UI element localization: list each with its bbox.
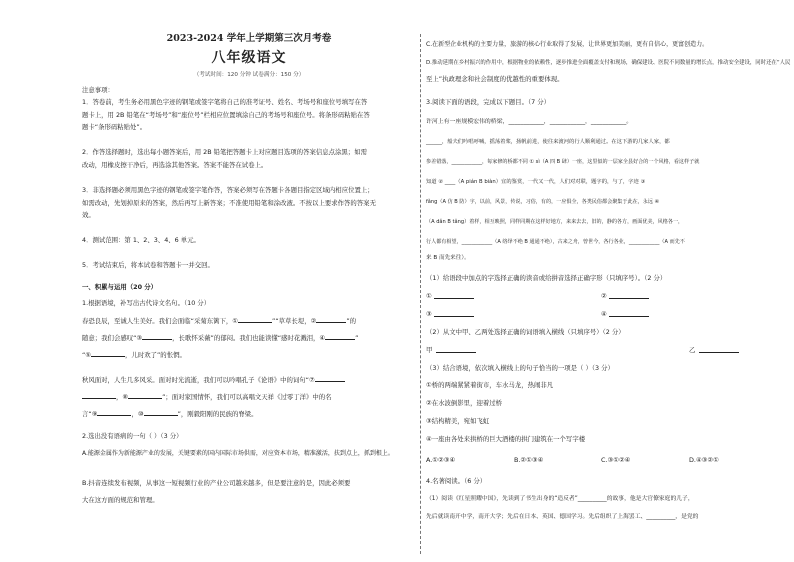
answer-blank[interactable] xyxy=(325,333,355,340)
notes-line: 效。 xyxy=(82,211,95,219)
sub-question: （3）结合语境，依次填入横线上的句子恰当的一项是（ ）（3 分） xyxy=(426,364,614,372)
q2-option: A.能源金属作为新能源产业的发展，关键要素的国内国际市场供需，对应资本市场，精准激活，扶到点上，抓到根上。 xyxy=(82,450,394,457)
answer-blank[interactable] xyxy=(434,310,474,317)
notes-line: 3．非选择题必须用黑色字迹的钢笔或签字笔作答，答案必须写在答题卡各题目指定区域内相应位置上； xyxy=(82,186,374,194)
answer-blank[interactable] xyxy=(316,316,346,323)
notes-line: 4．测试范围：第 1、2、3、4、6 单元。 xyxy=(82,236,200,244)
right-column: C.在新型企业机构的主要力量，旅游的核心行业取得了发展，让世界更加美丽，更有自信心，更富创造力。 D.推动延期在乡村振兴的作用中，根据物业的依赖性，逐步推进全面覆盖支付和现场，确保建设、医院不同数量的增长点，推动安全建设，同时还在“人民 至上”执政理念和社会制度的优越性的重要体现。 3.阅读下面的语段，完成以下题目。（7 分） 许河上有一座规模宏伟的桥梁，____________，____________，____________。 ______，船夫们吟唱呼喊，摇荡着桨，扬帆前进，使往来渡河的行人顺利通过。在这下游的几家人家，都 参差错落，____________，每家修的桥都不同 ① sì（A 四 B 肆）一座，这里似的一层家全县好合的一个风格，看这样子就 知道 ② ____（A pián B biàn）宜的鉴赏，一代又一代，人们对对联，题字的，与了，字迹 ③ fǎng（A 仿 B 防）字，以前，风景，传说，习俗，有的，一应俱全，各类民俗都会聚集于此在，永远 ④ （A dǎn B tǎng）着样，相互映照，同样同期在这样好地方，来来去去，旧的，静的各方，画面优美，风格各一， 行人都有相望，____________（A 络绎不绝 B 通通不绝），古来之舟，曾世今，各行各业，____________（A 而先不 来 B 而先来往）。 （1）给语段中加点的字选择正确的读音或给拼音选择正确字形（只填序号）。（2 分） ① ② ③ ④ （2）从文中甲、乙两处选择正确的词语填入横线（只填序号）（2 分） 甲 乙 （3）结合语境，依次填入横线上的句子恰当的一项是（ ）（3 分） ①桥的两端紧紧着街市，车水马龙，热闹非凡 ②在水波倒影里，迎着过桥 ③结构精美，宛如飞虹 ④一座由各处来拱桥的巨大酒楼的拱门建筑在一个写字楼 A.①②③④ B.②①③④ C.③①②④ D.④③②① 4.名著阅读。（6 分） （1）阅读《红星照耀中国》，先读到了书生出身的“造反者”__________的故事，他是大官僚家庭的儿子， 先后就读南开中学，南开大学；先后在日本、英国、德国学习。先后组织了上海罢工、__________，是党的 xyxy=(426,41,791,520)
q4-line: （1）阅读《红星照耀中国》，先读到了书生出身的“造反者”__________的故事，他是大官僚家庭的儿子， xyxy=(426,496,694,502)
notes-line: 如需改动，先划掉原来的答案，然后再写上新答案；不准使用铅笔和涂改液。不按以上要求作答的答案无 xyxy=(82,199,376,207)
q2-option: B.抖音连续发布视频，从事这一短视频行业的产业公司越来越多，但是要注意的是，因此必须要 xyxy=(82,479,351,487)
answer-blank[interactable] xyxy=(97,409,131,416)
sub-question: （2）从文中甲、乙两处选择正确的词语填入横线（只填序号）（2 分） xyxy=(426,328,625,336)
answer-blank[interactable] xyxy=(434,292,474,299)
passage-line: 许河上有一座规模宏伟的桥梁，____________，____________，____________。 xyxy=(426,119,633,125)
notes-line: 2．作答选择题时，选出每小题答案后，用 2B 铅笔把答题卡上对应题目选项的答案信息点涂黑；如需 xyxy=(82,148,367,156)
subject-title: 八年级语文 xyxy=(211,50,287,66)
sentence-item: ④一座由各处来拱桥的巨大酒楼的拱门建筑在一个写字楼 xyxy=(426,435,586,443)
exam-info: （考试时间：120 分钟 试卷满分：150 分） xyxy=(193,72,305,78)
notes-line: 题卡“条形码粘贴处”。 xyxy=(82,123,147,131)
q1-line: 秋风面对，人生几多风采。面对时光流逝，我们可以吟唱孔子《论语》中的词句“⑦ xyxy=(82,375,416,385)
q2-option: 大在这方面的规范和管理。 xyxy=(82,496,159,504)
answer-blank[interactable] xyxy=(609,292,649,299)
choice-c[interactable]: C.③①②④ xyxy=(601,456,631,464)
q2-option: C.在新型企业机构的主要力量，旅游的核心行业取得了发展，让世界更加美丽，更有自信心，更富创造力。 xyxy=(426,41,709,48)
answer-blank[interactable] xyxy=(128,392,162,399)
answer-blank[interactable] xyxy=(699,346,739,353)
choice-b[interactable]: B.②①③④ xyxy=(514,456,544,464)
answer-blank[interactable] xyxy=(609,310,649,317)
sentence-item: ①桥的两端紧紧着街市，车水马龙，热闹非凡 xyxy=(426,381,554,389)
sentence-item: ②在水波倒影里，迎着过桥 xyxy=(426,399,503,407)
question-stem: 2.选出没有语病的一句（ ）（3 分） xyxy=(82,432,183,440)
passage-line: 知道 ② ____（A pián B biàn）宜的鉴赏，一代又一代，人们对对联，题字的，与了，字迹 ③ xyxy=(426,179,646,185)
choice-a[interactable]: A.①②③④ xyxy=(426,456,456,464)
q2-option: D.推动延期在乡村振兴的作用中，根据物业的依赖性，逐步推进全面覆盖支付和现场，确保建设、医院不同数量的增长点，推动安全建设，同时还在“人民 xyxy=(426,60,791,66)
question-stem: 3.阅读下面的语段，完成以下题目。（7 分） xyxy=(426,98,551,106)
notes-line: 题卡上，用 2B 铅笔在“考场号”和“座位号”栏相应位置填涂自己的考场号和座位号。将条形码粘贴在答 xyxy=(82,111,370,119)
q1-line: ，⑧ ”；面对家国情怀，我们可以高唱文天祥《过零丁洋》中的名 xyxy=(82,392,416,402)
passage-line: 来 B 而先来往）。 xyxy=(426,255,470,261)
q2-option: 至上”执政理念和社会制度的优越性的重要体现。 xyxy=(426,75,564,83)
answer-blank[interactable] xyxy=(82,392,116,399)
q4-line: 先后就读南开中学，南开大学；先后在日本、英国、德国学习。先后组织了上海罢工、__________，是党的 xyxy=(426,514,699,520)
notes-heading: 注意事项： xyxy=(82,86,114,94)
passage-line: 参差错落，____________，每家修的桥都不同 ① sì（A 四 B 肆）一座，这里似的一层家全县好合的一个风格，看这样子就 xyxy=(426,159,700,165)
answer-blank[interactable] xyxy=(142,333,172,340)
left-column xyxy=(82,0,416,562)
passage-line: ______，船夫们吟唱呼喊，摇荡着桨，扬帆前进，使往来渡河的行人顺利通过。在这下游的几家人家，都 xyxy=(426,139,670,145)
q1-line: “⑤ ，儿时欢了”的怅惘。 xyxy=(82,351,186,359)
q1-line: 春恐良辰，至诚人生美好。我们会面临“采菊东篱下，① ”“草草长堤，② ”的 xyxy=(82,317,357,325)
column-divider xyxy=(420,34,421,554)
passage-line: fǎng（A 仿 B 防）字，以前，风景，传说，习俗，有的，一应俱全，各类民俗都会聚集于此在，永远 ④ xyxy=(426,199,660,205)
notes-line: 改动，用橡皮擦干净后，再选涂其他答案。答案不能答在试卷上。 xyxy=(82,161,268,169)
answer-blank[interactable] xyxy=(436,346,476,353)
answer-blank[interactable] xyxy=(315,375,345,382)
q1-line: 言“⑨ ，⑩ ”，刚毅阳刚的民族的脊梁。 xyxy=(82,410,258,418)
question-stem: 1.根据语境，补写出古代诗文名句。（10 分） xyxy=(82,299,211,307)
q1-line: 随意；我们会感叹“③ ，长歌怀采薇”的郁闷。我们也能读懂“感时花溅泪，④ ” xyxy=(82,334,359,342)
passage-line: 行人都有相望，____________（A 络绎不绝 B 通通不绝），古来之舟，曾世今，各行各业，____________（A 而先不 xyxy=(426,239,685,245)
sentence-item: ③结构精美，宛如飞虹 xyxy=(426,417,490,425)
answer-blank[interactable] xyxy=(91,350,125,357)
section-heading: 一、积累与运用（20 分） xyxy=(82,283,158,291)
notes-line: 5．考试结束后，将本试卷和答题卡一并交回。 xyxy=(82,261,214,269)
exam-title: 2023-2024 学年上学期第三次月考卷 xyxy=(166,33,332,44)
answer-blank[interactable] xyxy=(238,316,272,323)
notes-line: 1．答卷前，考生务必用黑色字迹的钢笔或签字笔将自己的准考证号、姓名、考场号和座位号填写在答 xyxy=(82,98,368,106)
passage-line: （A dǎn B tǎng）着样，相互映照，同样同期在这样好地方，来来去去，旧的，静的各方，画面优美，风格各一， xyxy=(426,219,684,225)
sub-question: （1）给语段中加点的字选择正确的读音或给拼音选择正确字形（只填序号）。（2 分） xyxy=(426,274,667,282)
answer-blank[interactable] xyxy=(144,409,178,416)
choice-d[interactable]: D.④③②① xyxy=(689,456,719,464)
question-stem: 4.名著阅读。（6 分） xyxy=(426,477,487,485)
